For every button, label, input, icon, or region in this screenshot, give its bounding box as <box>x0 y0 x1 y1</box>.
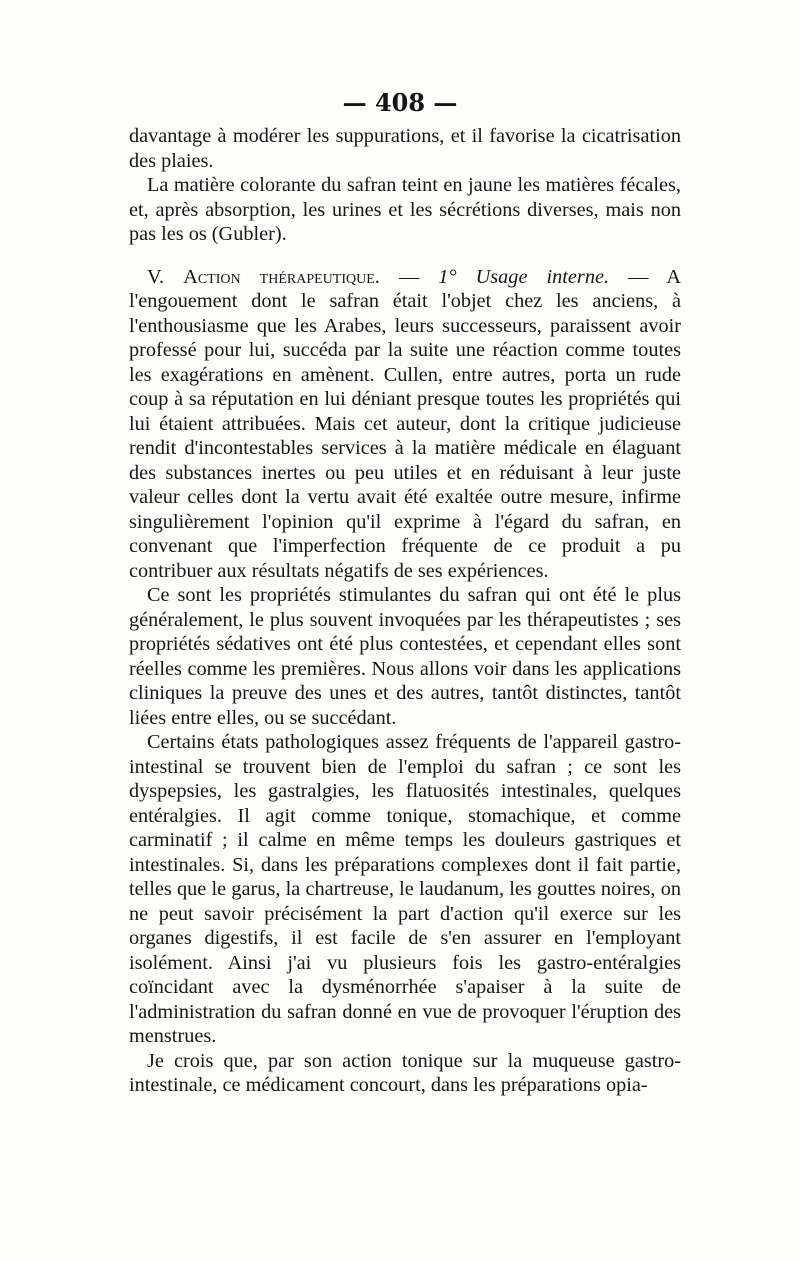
paragraph-proprietes: Ce sont les propriétés stimulantes du safran qui ont été le plus généralement, le plus souvent invoquées par les thérapeutistes ; ses propriétés sédatives ont été plus contestées, et cependant elles sont réelles comme les premières. Nous allons voir dans les applications cliniques la preuve des unes et des autres, tantôt distinctes, tantôt liées entre elles, ou se succédant. <box>129 584 681 729</box>
body-text <box>129 124 681 1098</box>
paragraph-action-therapeutique <box>129 265 681 584</box>
paragraph-gastro-intestinal: Certains états pathologiques assez fréquents de l'appareil gastro-intestinal se trouvent bien de l'emploi du safran ; ce sont les dyspepsies, les gastralgies, les flatuosités intestinales, quelques entéralgies. Il agit comme tonique, stomachique, et comme carminatif ; il calme en même temps les douleurs gastriques et intestinales. Si, dans les préparations complexes dont il fait partie, telles que le garus, la chartreuse, le laudanum, les gouttes noires, on ne peut savoir précisément la part d'action qu'il exerce sur les organes digestifs, il est facile de s'en assurer en l'employant isolément. Ainsi j'ai vu plusieurs fois les gastro-entéralgies coïncidant avec la dysménorrhée s'apaiser à la suite de l'administration du safran donné en vue de provoquer l'éruption des menstrues. <box>129 731 681 1047</box>
section-subheading: 1° Usage interne. <box>438 265 610 288</box>
paragraph-continuation: davantage à modérer les suppurations, et il favorise la cicatrisation des plaies. <box>129 125 681 172</box>
section-heading: Action thérapeutique. <box>183 265 380 288</box>
section-number: V. <box>147 265 165 288</box>
paragraph-colorant: La matière colorante du safran teint en jaune les matières fécales, et, après absorption, les urines et les sécrétions diverses, mais non pas les os (Gubler). <box>129 174 681 245</box>
page-number: — 408 — <box>342 88 458 117</box>
paragraph-action-tonique: Je crois que, par son action tonique sur la muqueuse gastro-intestinale, ce médicament concourt, dans les préparations opia- <box>129 1049 681 1096</box>
section-body: — A l'engouement dont le safran était l'objet chez les anciens, à l'enthousiasme que les Arabes, leurs successeurs, paraissent avoir professé pour lui, succéda par la suite une réaction comme toutes les exagérations en amènent. Cullen, entre autres, porta un rude coup à sa réputation en lui déniant presque toutes les propriétés qui lui étaient attribuées. Mais cet auteur, dont la critique judicieuse rendit d'incontestables services à la matière médicale en élaguant des substances inertes ou peu utiles et en réduisant à leur juste valeur celles dont la vertu avait été exaltée outre mesure, infirme singulièrement l'opinion qu'il exprime à l'égard du safran, en convenant que l'imperfection fréquente de ce produit a pu contribuer aux résultats négatifs de ses expériences. <box>129 265 682 582</box>
heading-dash: — <box>398 265 420 288</box>
section-gap <box>129 247 681 265</box>
